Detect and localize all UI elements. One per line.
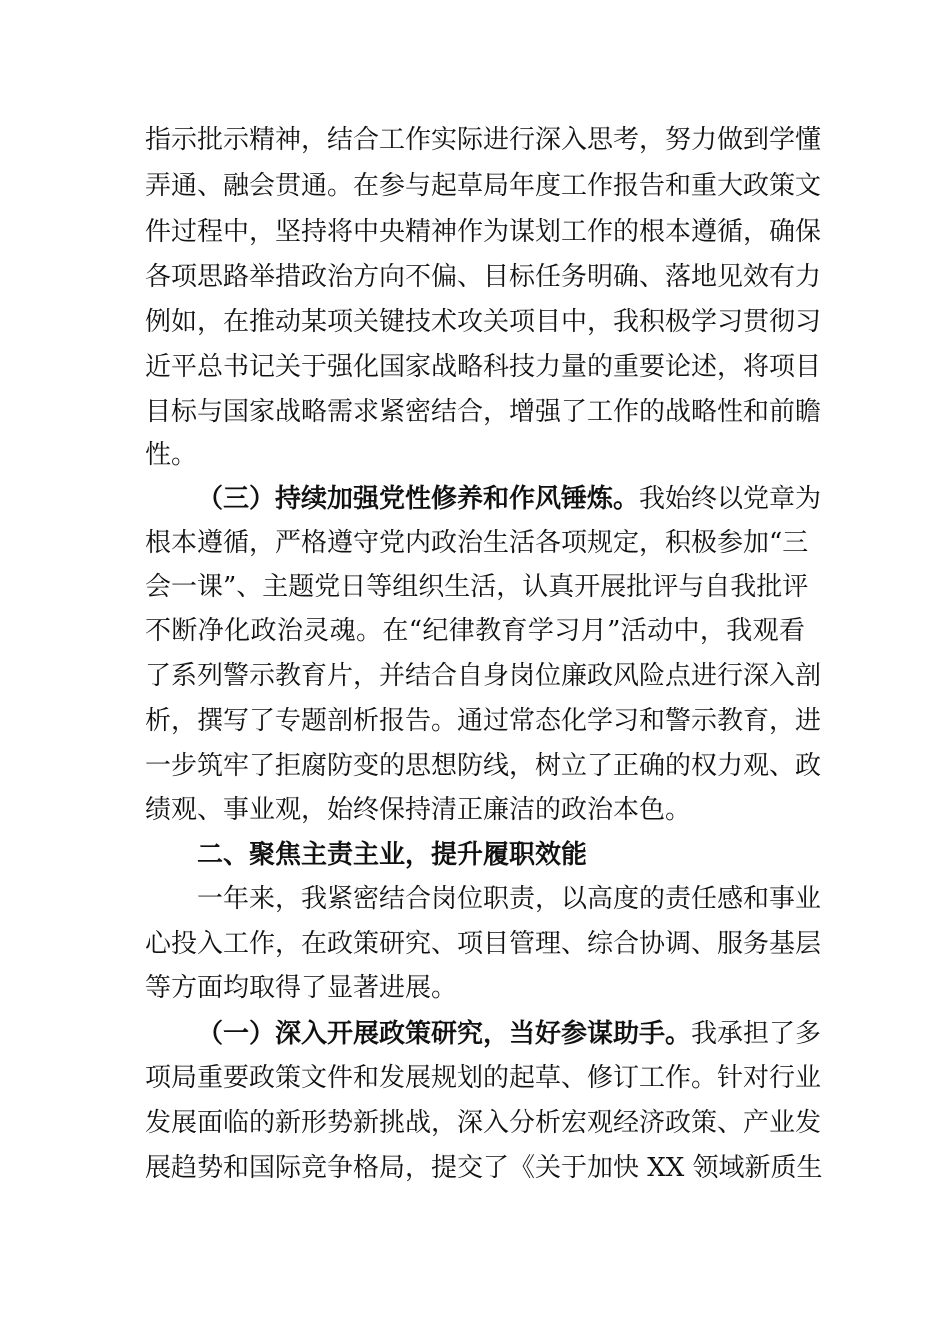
line-text: 性。 — [145, 440, 198, 470]
text-line — [145, 743, 822, 789]
text-line — [145, 653, 822, 699]
line-text: 发展面临的新形势新挑战，深入分析宏观经济政策、产业发 — [145, 1108, 822, 1138]
line-text: 一年来，我紧密结合岗位职责，以高度的责任感和事业 — [197, 884, 822, 914]
chapter-heading-line — [197, 832, 805, 878]
line-text: 目标与国家战略需求紧密结合，增强了工作的战略性和前瞻 — [145, 397, 822, 427]
text-line — [145, 965, 805, 1011]
text-line — [145, 520, 809, 566]
text-line — [145, 299, 822, 345]
section-heading: （一）深入开展政策研究，当好参谋助手。 — [197, 1019, 692, 1049]
line-text: 一步筑牢了拒腐防变的思想防线，树立了正确的权力观、政 — [145, 751, 822, 781]
line-text: 展趋势和国际竞争格局，提交了《关于加快 XX 领域新质生 — [145, 1153, 823, 1183]
line-text: 了系列警示教育片，并结合自身岗位廉政风险点进行深入剖 — [145, 661, 822, 691]
text-line — [145, 608, 805, 654]
text-line — [145, 117, 822, 163]
line-text: 析，撰写了专题剖析报告。通过常态化学习和警示教育，进 — [145, 706, 822, 736]
line-text: 弄通、融会贯通。在参与起草局年度工作报告和重大政策文 — [145, 171, 822, 201]
text-line — [145, 163, 822, 209]
line-text: 我始终以党章为 — [639, 484, 822, 514]
section-heading: （三）持续加强党性修养和作风锤炼。 — [197, 484, 640, 514]
line-text: 不断净化政治灵魂。在“纪律教育学习月”活动中，我观看 — [145, 616, 805, 646]
text-line — [145, 698, 822, 744]
text-line — [145, 564, 809, 610]
chapter-heading: 二、聚焦主责主业，提升履职效能 — [197, 840, 588, 870]
line-text: 会一课”、主题党日等组织生活，认真开展批评与自我批评 — [145, 572, 809, 602]
line-text: 根本遵循，严格遵守党内政治生活各项规定，积极参加“三 — [145, 528, 809, 558]
text-line — [145, 432, 805, 478]
section-heading-line — [197, 476, 822, 522]
line-text: 近平总书记关于强化国家战略科技力量的重要论述，将项目 — [145, 352, 822, 382]
text-line — [145, 921, 822, 967]
text-line — [145, 389, 822, 435]
line-text: 例如，在推动某项关键技术攻关项目中，我积极学习贯彻习 — [145, 307, 822, 337]
line-text: 绩观、事业观，始终保持清正廉洁的政治本色。 — [145, 795, 692, 825]
section-heading-line — [197, 1011, 822, 1057]
text-line — [145, 344, 822, 390]
line-text: 心投入工作，在政策研究、项目管理、综合协调、服务基层 — [145, 929, 822, 959]
line-text: 件过程中，坚持将中央精神作为谋划工作的根本遵循，确保 — [145, 217, 822, 247]
text-line — [145, 1100, 822, 1146]
line-text: 等方面均取得了显著进展。 — [145, 973, 458, 1003]
line-text: 我承担了多 — [691, 1019, 822, 1049]
text-line — [145, 787, 805, 833]
line-text: 各项思路举措政治方向不偏、目标任务明确、落地见效有力 — [145, 262, 822, 292]
line-text: 指示批示精神，结合工作实际进行深入思考，努力做到学懂 — [145, 125, 822, 155]
text-line — [145, 1145, 823, 1191]
line-text: 项局重要政策文件和发展规划的起草、修订工作。针对行业 — [145, 1063, 822, 1093]
text-line — [145, 209, 822, 255]
text-line — [145, 1055, 822, 1101]
text-line — [145, 254, 822, 300]
text-line — [197, 876, 822, 922]
